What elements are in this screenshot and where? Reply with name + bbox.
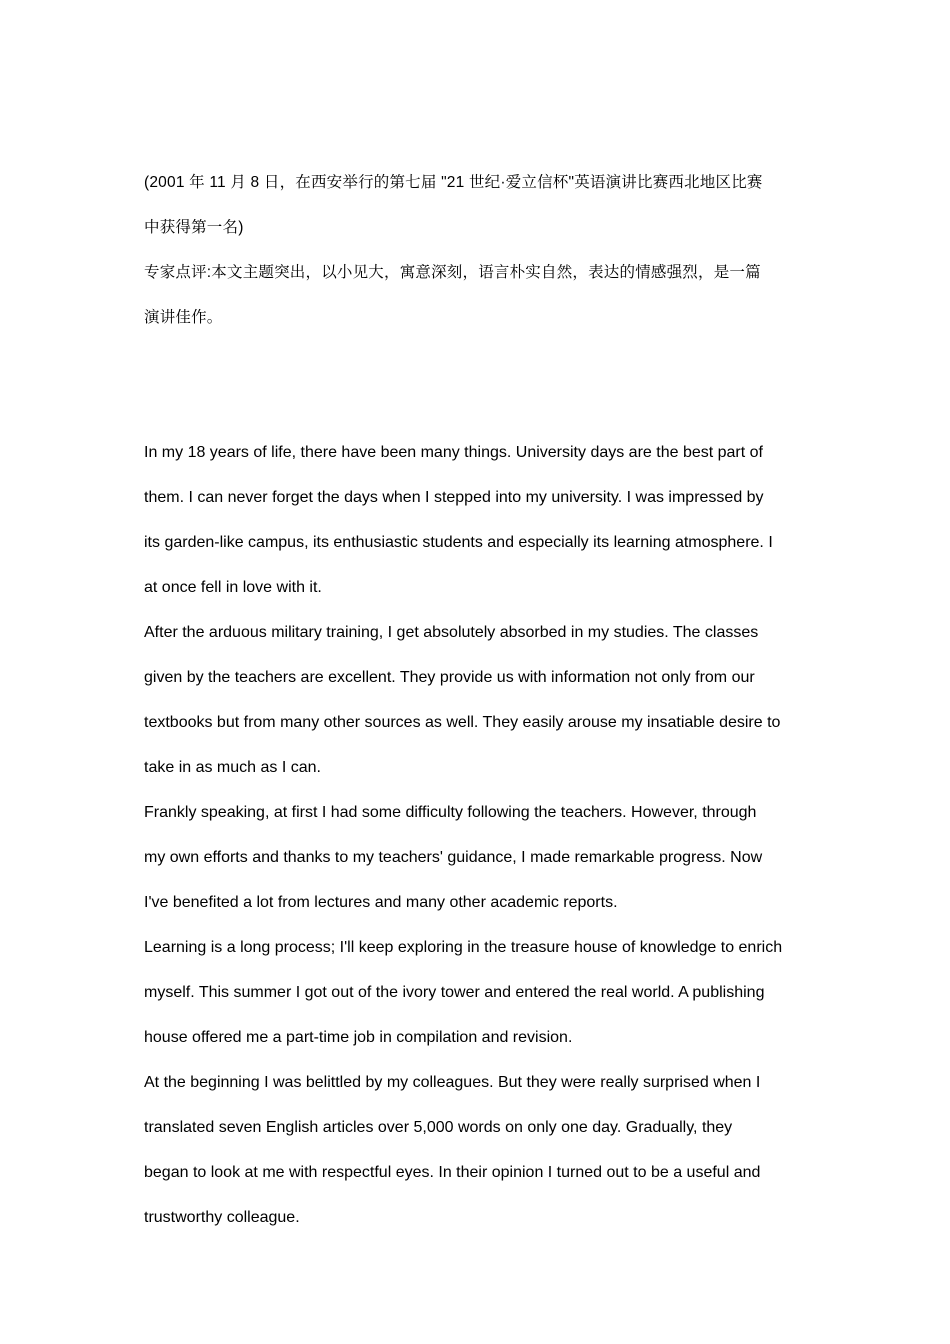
speech-line: trustworthy colleague.	[144, 1209, 300, 1226]
speech-line: myself. This summer I got out of the ivory tower and entered the real world. A publishing	[144, 984, 765, 1001]
speech-line: at once fell in love with it.	[144, 579, 322, 596]
expert-comment-line: 演讲佳作。	[144, 309, 223, 326]
intro-line: 中获得第一名)	[144, 219, 244, 236]
speech-line: Learning is a long process; I'll keep exploring in the treasure house of knowledge to enrich	[144, 939, 783, 956]
speech-line: its garden-like campus, its enthusiastic students and especially its learning atmosphere. I	[144, 534, 773, 551]
speech-line: take in as much as I can.	[144, 759, 321, 776]
speech-line: In my 18 years of life, there have been many things. University days are the best part of	[144, 444, 763, 461]
speech-line: my own efforts and thanks to my teachers' guidance, I made remarkable progress. Now	[144, 849, 763, 866]
speech-line: At the beginning I was belittled by my colleagues. But they were really surprised when I	[144, 1074, 761, 1091]
speech-body	[144, 430, 810, 1240]
speech-line: them. I can never forget the days when I stepped into my university. I was impressed by	[144, 489, 764, 506]
speech-line: given by the teachers are excellent. They provide us with information not only from our	[144, 669, 755, 686]
intro-section	[144, 160, 810, 340]
speech-line: translated seven English articles over 5,000 words on only one day. Gradually, they	[144, 1119, 733, 1136]
speech-line: I've benefited a lot from lectures and many other academic reports.	[144, 894, 618, 911]
expert-comment-line: 专家点评:本文主题突出，以小见大，寓意深刻，语言朴实自然，表达的情感强烈，是一篇	[144, 264, 761, 281]
speech-line: house offered me a part-time job in compilation and revision.	[144, 1029, 573, 1046]
intro-line: (2001 年 11 月 8 日，在西安举行的第七届 "21 世纪·爱立信杯"英语演讲比赛西北地区比赛	[144, 174, 763, 191]
speech-line: began to look at me with respectful eyes. In their opinion I turned out to be a useful and	[144, 1164, 761, 1181]
speech-line: After the arduous military training, I get absolutely absorbed in my studies. The classes	[144, 624, 759, 641]
speech-line: textbooks but from many other sources as well. They easily arouse my insatiable desire to	[144, 714, 781, 731]
speech-line: Frankly speaking, at first I had some difficulty following the teachers. However, through	[144, 804, 757, 821]
